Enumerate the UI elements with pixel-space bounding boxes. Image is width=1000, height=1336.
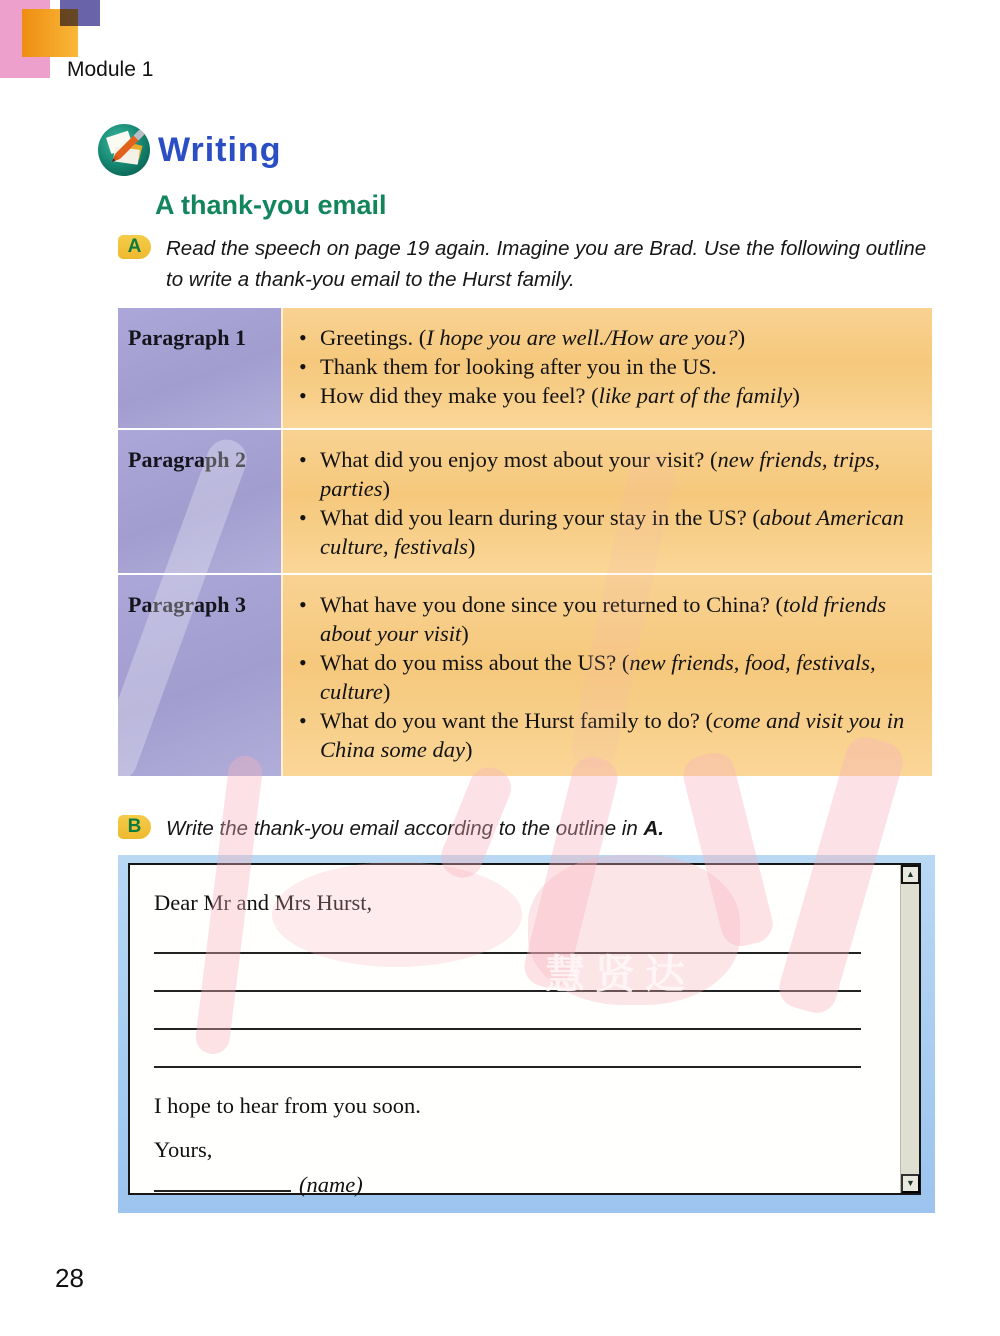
task-b (118, 814, 948, 845)
task-a (118, 234, 948, 296)
bullet-cell (281, 430, 932, 573)
paragraph-label: Paragraph 3 (118, 575, 281, 776)
name-hint: (name) (299, 1172, 363, 1197)
outline-rows (118, 308, 932, 776)
email-signoff: Yours, (154, 1137, 213, 1162)
outline-row (118, 428, 932, 573)
email-name-row (154, 1168, 879, 1200)
bullet-item: • Thank them for looking after you in the US. (283, 352, 918, 381)
scroll-up-icon[interactable]: ▲ (901, 865, 920, 884)
task-a-badge: A (118, 235, 151, 259)
watermark-text: 慧贤达 (545, 952, 695, 997)
task-a-instruction: Read the speech on page 19 again. Imagine you are Brad. Use the following outline to write a thank-you email to the Hurst family. (166, 237, 927, 291)
writing-line[interactable] (154, 954, 861, 992)
writing-line[interactable] (154, 992, 861, 1030)
paragraph-label: Paragraph 2 (118, 430, 281, 573)
outline-row (118, 308, 932, 428)
bullet-item: • What did you enjoy most about your visit? (new friends, trips, parties) (283, 445, 918, 503)
writing-section-title: Writing (158, 130, 282, 169)
bullet-list (283, 323, 918, 410)
page-number: 28 (55, 1263, 84, 1293)
bullet-item: • Greetings. (I hope you are well./How are you?) (283, 323, 918, 352)
email-window-frame (118, 855, 935, 1213)
outline-table (118, 308, 932, 776)
name-blank-line[interactable] (154, 1168, 291, 1192)
paragraph-label: Paragraph 1 (118, 308, 281, 428)
task-b-instruction (166, 814, 664, 845)
task-b-instruction-text: Write the thank-you email according to the outline in (166, 817, 644, 840)
writing-header (96, 122, 281, 178)
email-salutation: Dear Mr and Mrs Hurst, (154, 890, 373, 915)
email-closing-line: I hope to hear from you soon. (154, 1093, 421, 1118)
bullet-item: • What did you learn during your stay in the US? (about American culture, festivals) (283, 503, 918, 561)
bullet-list (283, 590, 918, 764)
blank-lines (154, 917, 879, 1068)
writing-line[interactable] (154, 1030, 861, 1068)
lesson-title: A thank-you email (155, 190, 387, 220)
bullet-cell (281, 308, 932, 428)
scrollbar-track[interactable] (900, 865, 919, 1193)
bullet-item: • How did they make you feel? (like part of the family) (283, 381, 918, 410)
bullet-item: • What do you miss about the US? (new friends, food, festivals, culture) (283, 648, 918, 706)
task-b-badge: B (118, 815, 151, 839)
scroll-down-icon[interactable]: ▼ (901, 1174, 920, 1193)
module-label: Module 1 (67, 58, 154, 81)
writing-pencil-paper-icon (96, 122, 152, 178)
email-content (130, 865, 919, 1200)
bullet-cell (281, 575, 932, 776)
outline-row (118, 573, 932, 776)
corner-square-purple (60, 0, 100, 26)
bullet-list (283, 445, 918, 561)
task-b-instruction-ref: A. (643, 817, 664, 840)
bullet-item: • What have you done since you returned to China? (told friends about your visit) (283, 590, 918, 648)
bullet-item: • What do you want the Hurst family to do? (come and visit you in China some day) (283, 706, 918, 764)
email-writing-area[interactable] (128, 863, 921, 1195)
writing-line[interactable] (154, 917, 861, 954)
